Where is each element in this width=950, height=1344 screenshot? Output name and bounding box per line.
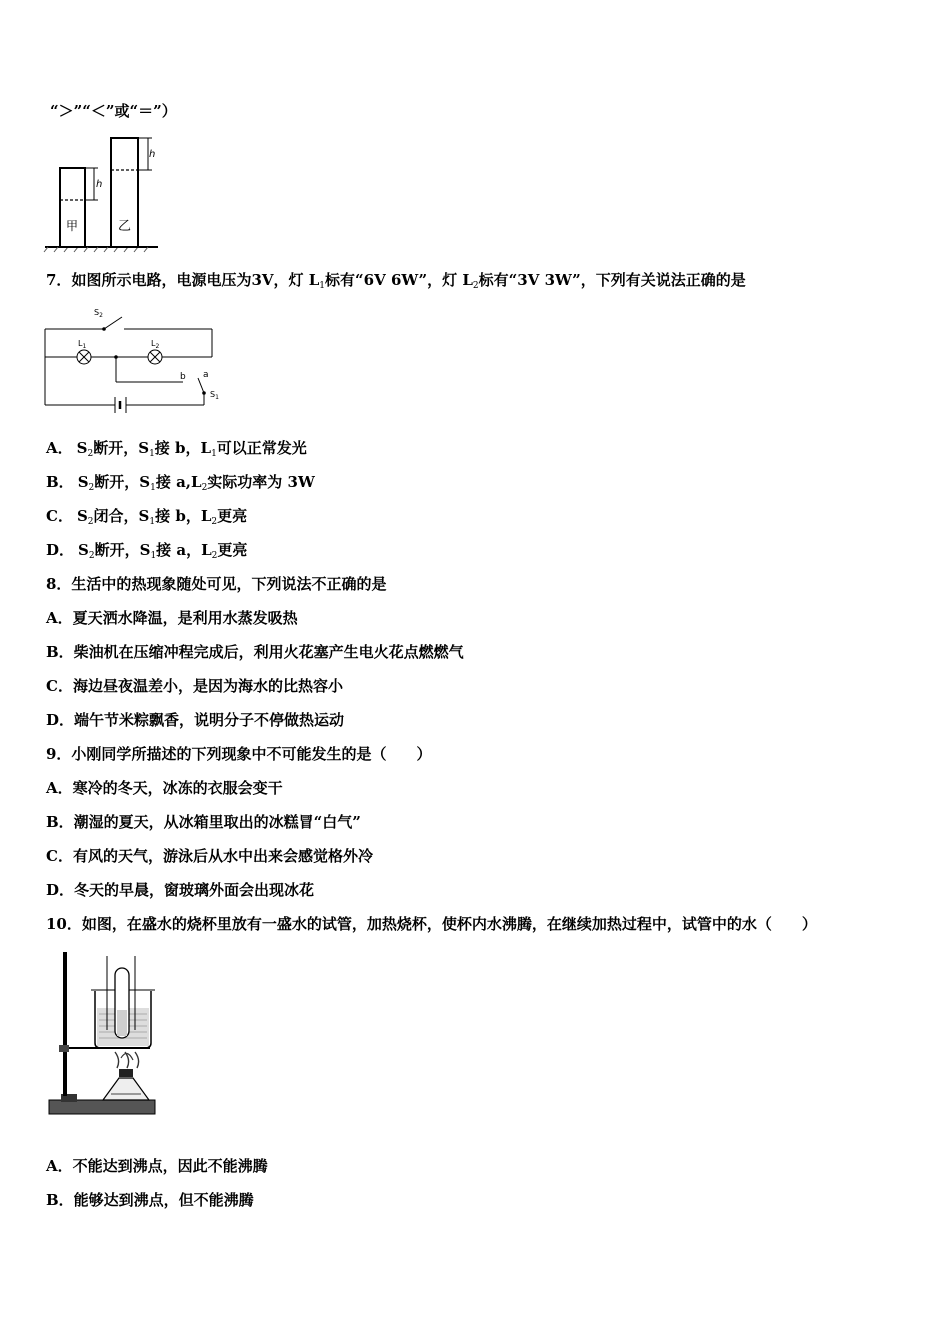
q10-boiling-apparatus-figure — [45, 948, 160, 1123]
q7-option-d: D． $S_2$断开，$S_1$接 a，$L_2$更亮 — [46, 541, 248, 561]
q8-option-d: D．端午节米粽飘香，说明分子不停做热运动 — [46, 711, 345, 729]
q7-circuit-diagram — [40, 305, 230, 420]
q9-option-b: B．潮湿的夏天，从冰箱里取出的冰糕冒“白气” — [46, 813, 361, 831]
svg-text:b: b — [180, 372, 186, 382]
q6-containers-figure — [40, 135, 170, 253]
q8-option-a: A．夏天洒水降温，是利用水蒸发吸热 — [46, 609, 298, 627]
svg-text:L2: $L_2$ — [151, 339, 160, 350]
q7-option-c: C． $S_2$闭合，$S_1$接 b，$L_2$更亮 — [46, 507, 248, 527]
q10-option-b: B．能够达到沸点，但不能沸腾 — [46, 1191, 254, 1209]
q9-option-d: D．冬天的早晨，窗玻璃外面会出现冰花 — [46, 881, 315, 899]
q6-answer-hint: “＞”“＜”或“＝”） — [50, 102, 177, 120]
h-label-jia: h — [96, 179, 103, 190]
q9-option-c: C．有风的天气，游泳后从水中出来会感觉格外冷 — [46, 847, 373, 865]
q9-option-a: A．寒冷的冬天，冰冻的衣服会变干 — [46, 779, 283, 797]
q8-option-c: C．海边昼夜温差小，是因为海水的比热容小 — [46, 677, 343, 695]
svg-text:S1: $S_1$ — [210, 390, 219, 401]
svg-text:a: a — [203, 370, 209, 380]
h-label-yi: h — [149, 149, 156, 160]
q7-stem: 7．如图所示电路，电源电压为3V，灯 $L_1$标有“6V 6W”，灯 $L_2$标有“3V 3W”，下列有关说法正确的是 — [46, 271, 746, 291]
q10-stem: 10．如图，在盛水的烧杯里放有一盛水的试管，加热烧杯，使杯内水沸腾，在继续加热过程中，试管中的水（ ） — [46, 915, 817, 933]
label-jia: 甲 — [66, 219, 79, 233]
svg-text:L1: $L_1$ — [78, 339, 87, 350]
label-yi: 乙 — [118, 219, 132, 234]
q8-stem: 8．生活中的热现象随处可见，下列说法不正确的是 — [46, 575, 387, 593]
q9-stem: 9．小刚同学所描述的下列现象中不可能发生的是（ ） — [46, 745, 432, 763]
q10-option-a: A．不能达到沸点，因此不能沸腾 — [46, 1157, 268, 1175]
q7-option-a: A． $S_2$断开，$S_1$接 b，$L_1$可以正常发光 — [46, 439, 307, 459]
q7-option-b: B． $S_2$断开，$S_1$接 $a,L_2$实际功率为 3W — [46, 473, 315, 493]
q8-option-b: B．柴油机在压缩冲程完成后，利用火花塞产生电火花点燃燃气 — [46, 643, 464, 661]
svg-text:S2: $S_2$ — [94, 308, 103, 319]
